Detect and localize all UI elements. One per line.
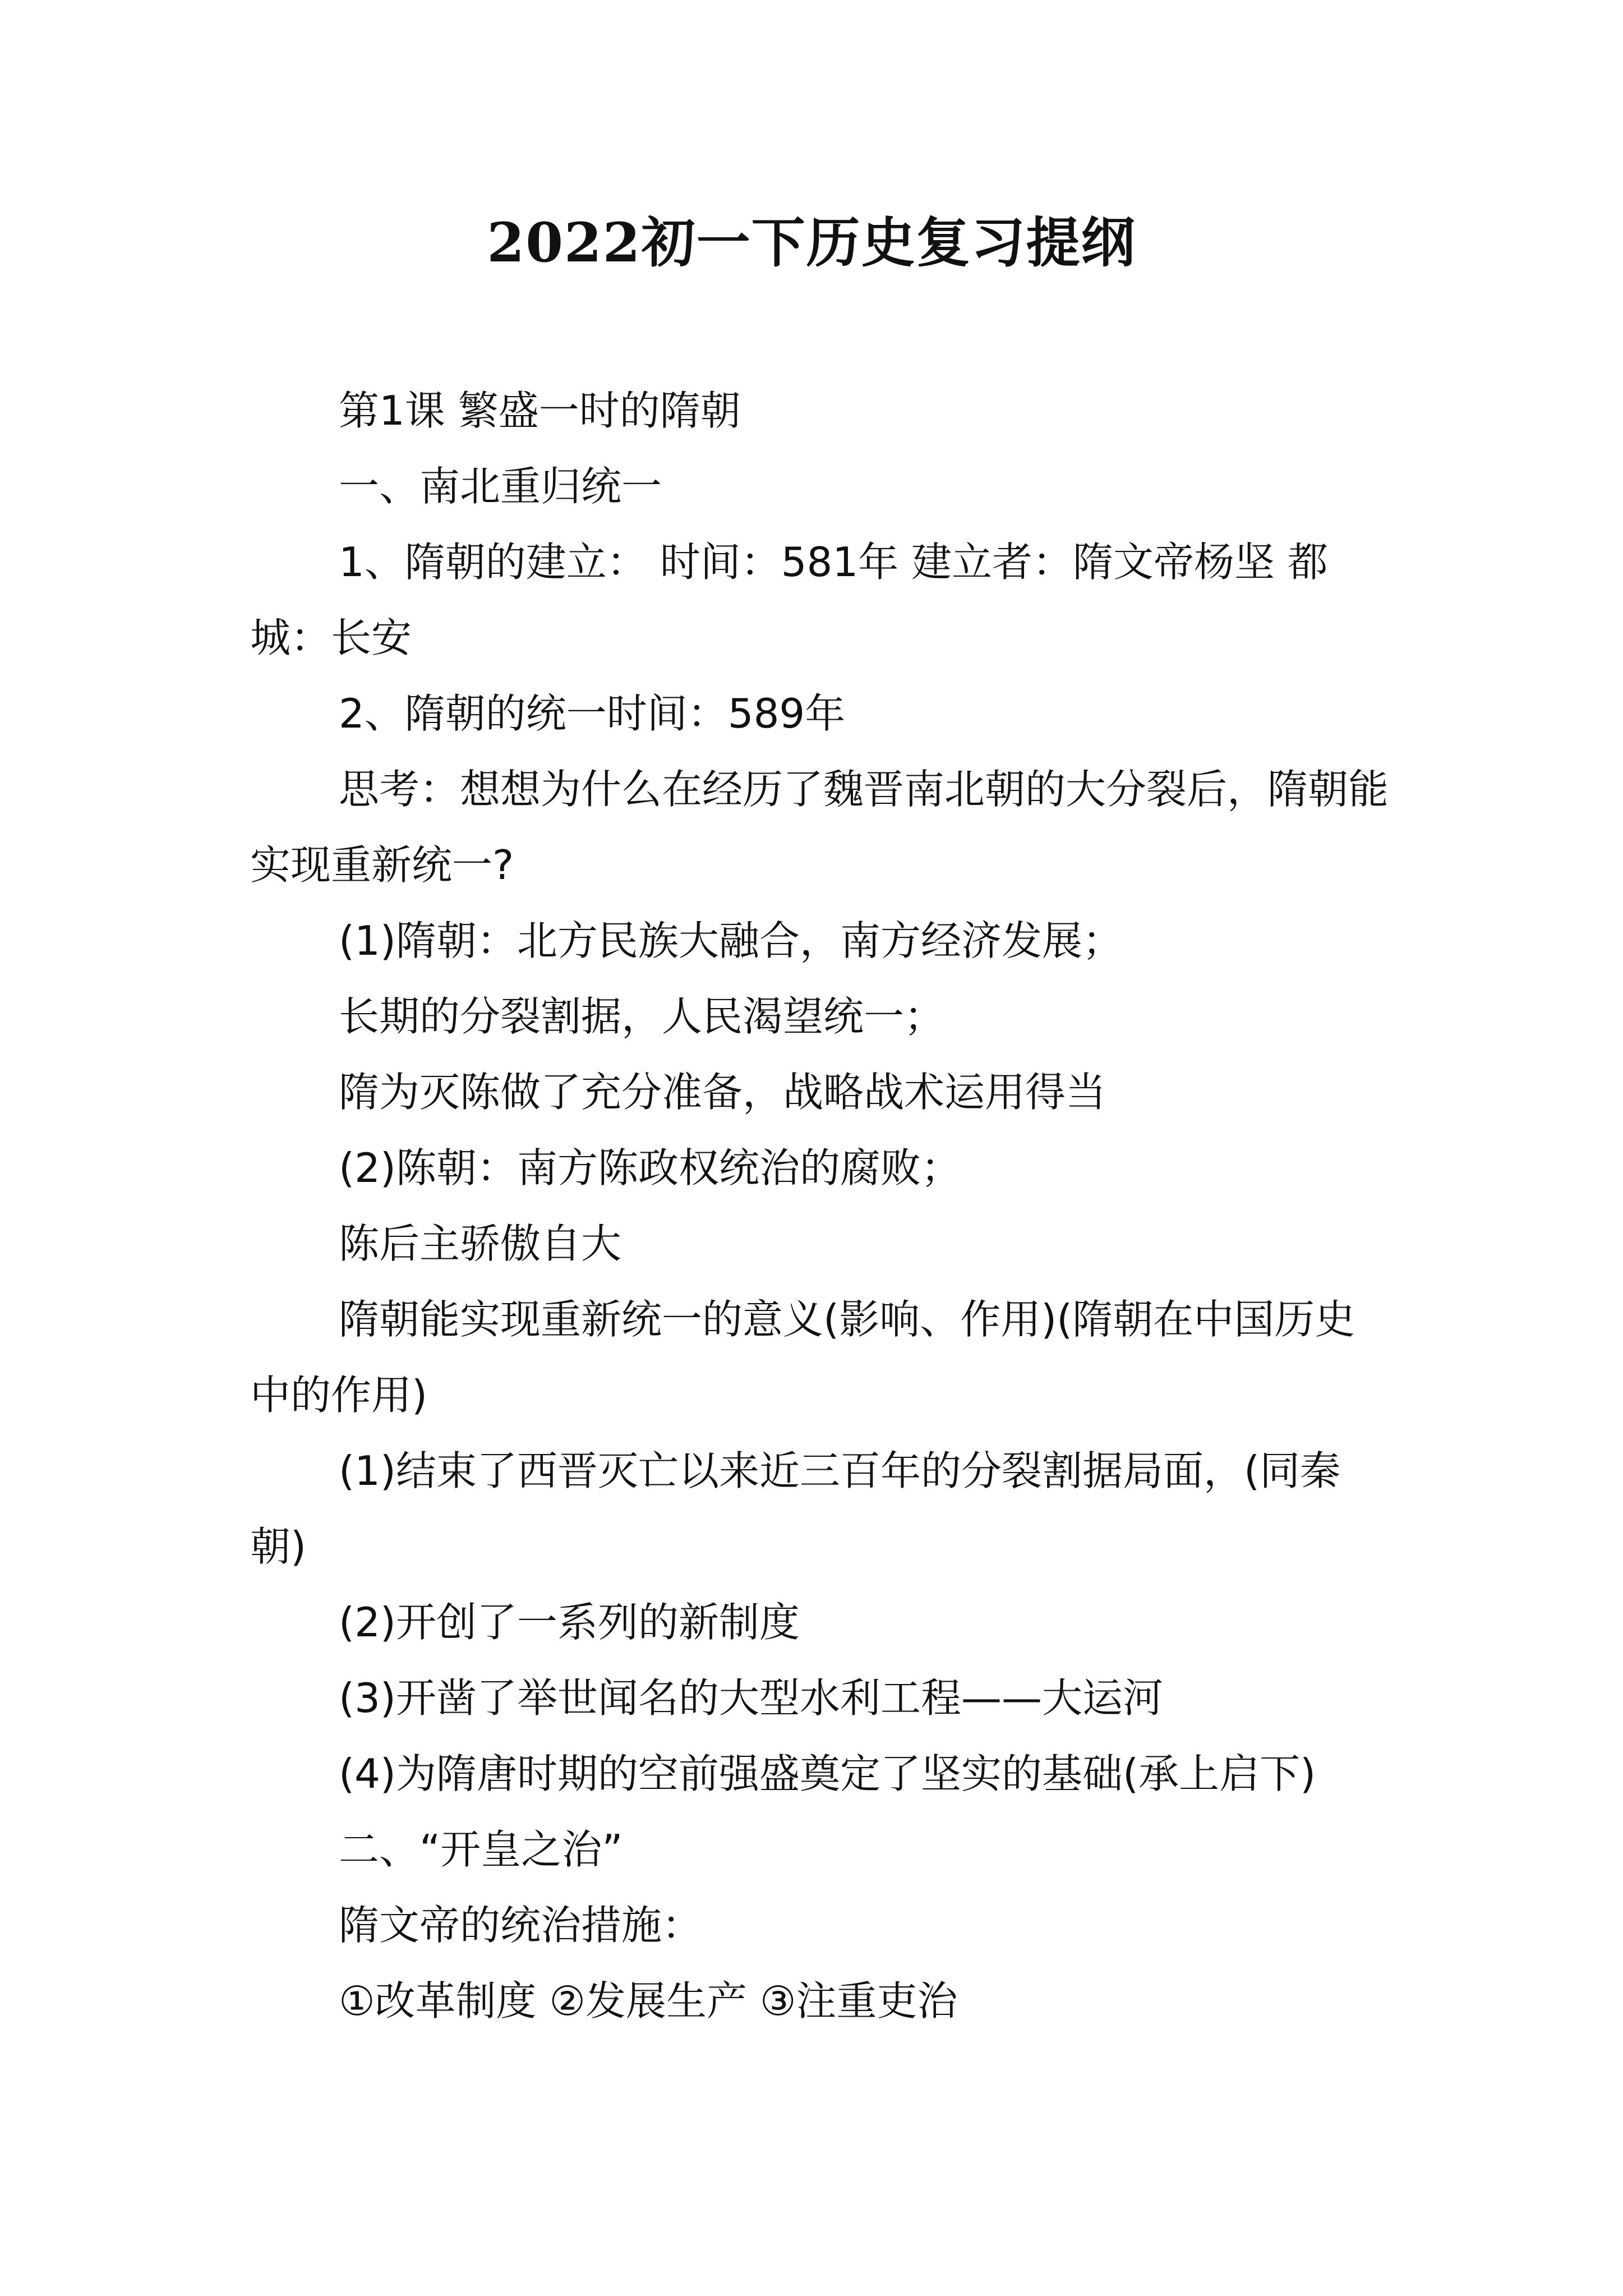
document-body [250,373,1394,2039]
body-paragraph: (1)隋朝：北方民族大融合，南方经济发展； [339,917,1123,964]
body-paragraph: 1、隋朝的建立： 时间：581年 建立者：隋文帝杨坚 都城：长安 [250,539,1328,661]
body-paragraph: (3)开凿了举世闻名的大型水利工程——大运河 [339,1674,1163,1722]
body-paragraph: (4)为隋唐时期的空前强盛奠定了坚实的基础(承上启下) [339,1750,1316,1797]
section-heading: 一、南北重归统一 [339,463,662,510]
body-paragraph: 隋朝能实现重新统一的意义(影响、作用)(隋朝在中国历史中的作用) [250,1296,1355,1419]
body-paragraph: (1)结束了西晋灭亡以来近三百年的分裂割据局面，(同秦朝) [250,1447,1341,1570]
body-paragraph: (2)开创了一系列的新制度 [339,1599,800,1646]
section-heading: 二、“开皇之治” [339,1826,623,1873]
body-paragraph: (2)陈朝：南方陈政权统治的腐败； [339,1144,961,1191]
document-title: 2022初一下历史复习提纲 [487,211,1136,274]
body-paragraph: ①改革制度 ②发展生产 ③注重吏治 [339,1977,958,2024]
body-paragraph: 2、隋朝的统一时间：589年 [339,690,846,737]
lesson-heading: 第1课 繁盛一时的隋朝 [339,387,741,434]
body-paragraph: 陈后主骄傲自大 [339,1220,622,1267]
body-paragraph: 隋文帝的统治措施： [339,1902,703,1949]
body-paragraph: 思考：想想为什么在经历了魏晋南北朝的大分裂后，隋朝能实现重新统一? [250,766,1389,889]
body-paragraph: 隋为灭陈做了充分准备，战略战术运用得当 [339,1069,1106,1116]
body-paragraph: 长期的分裂割据，人民渴望统一； [339,993,945,1040]
